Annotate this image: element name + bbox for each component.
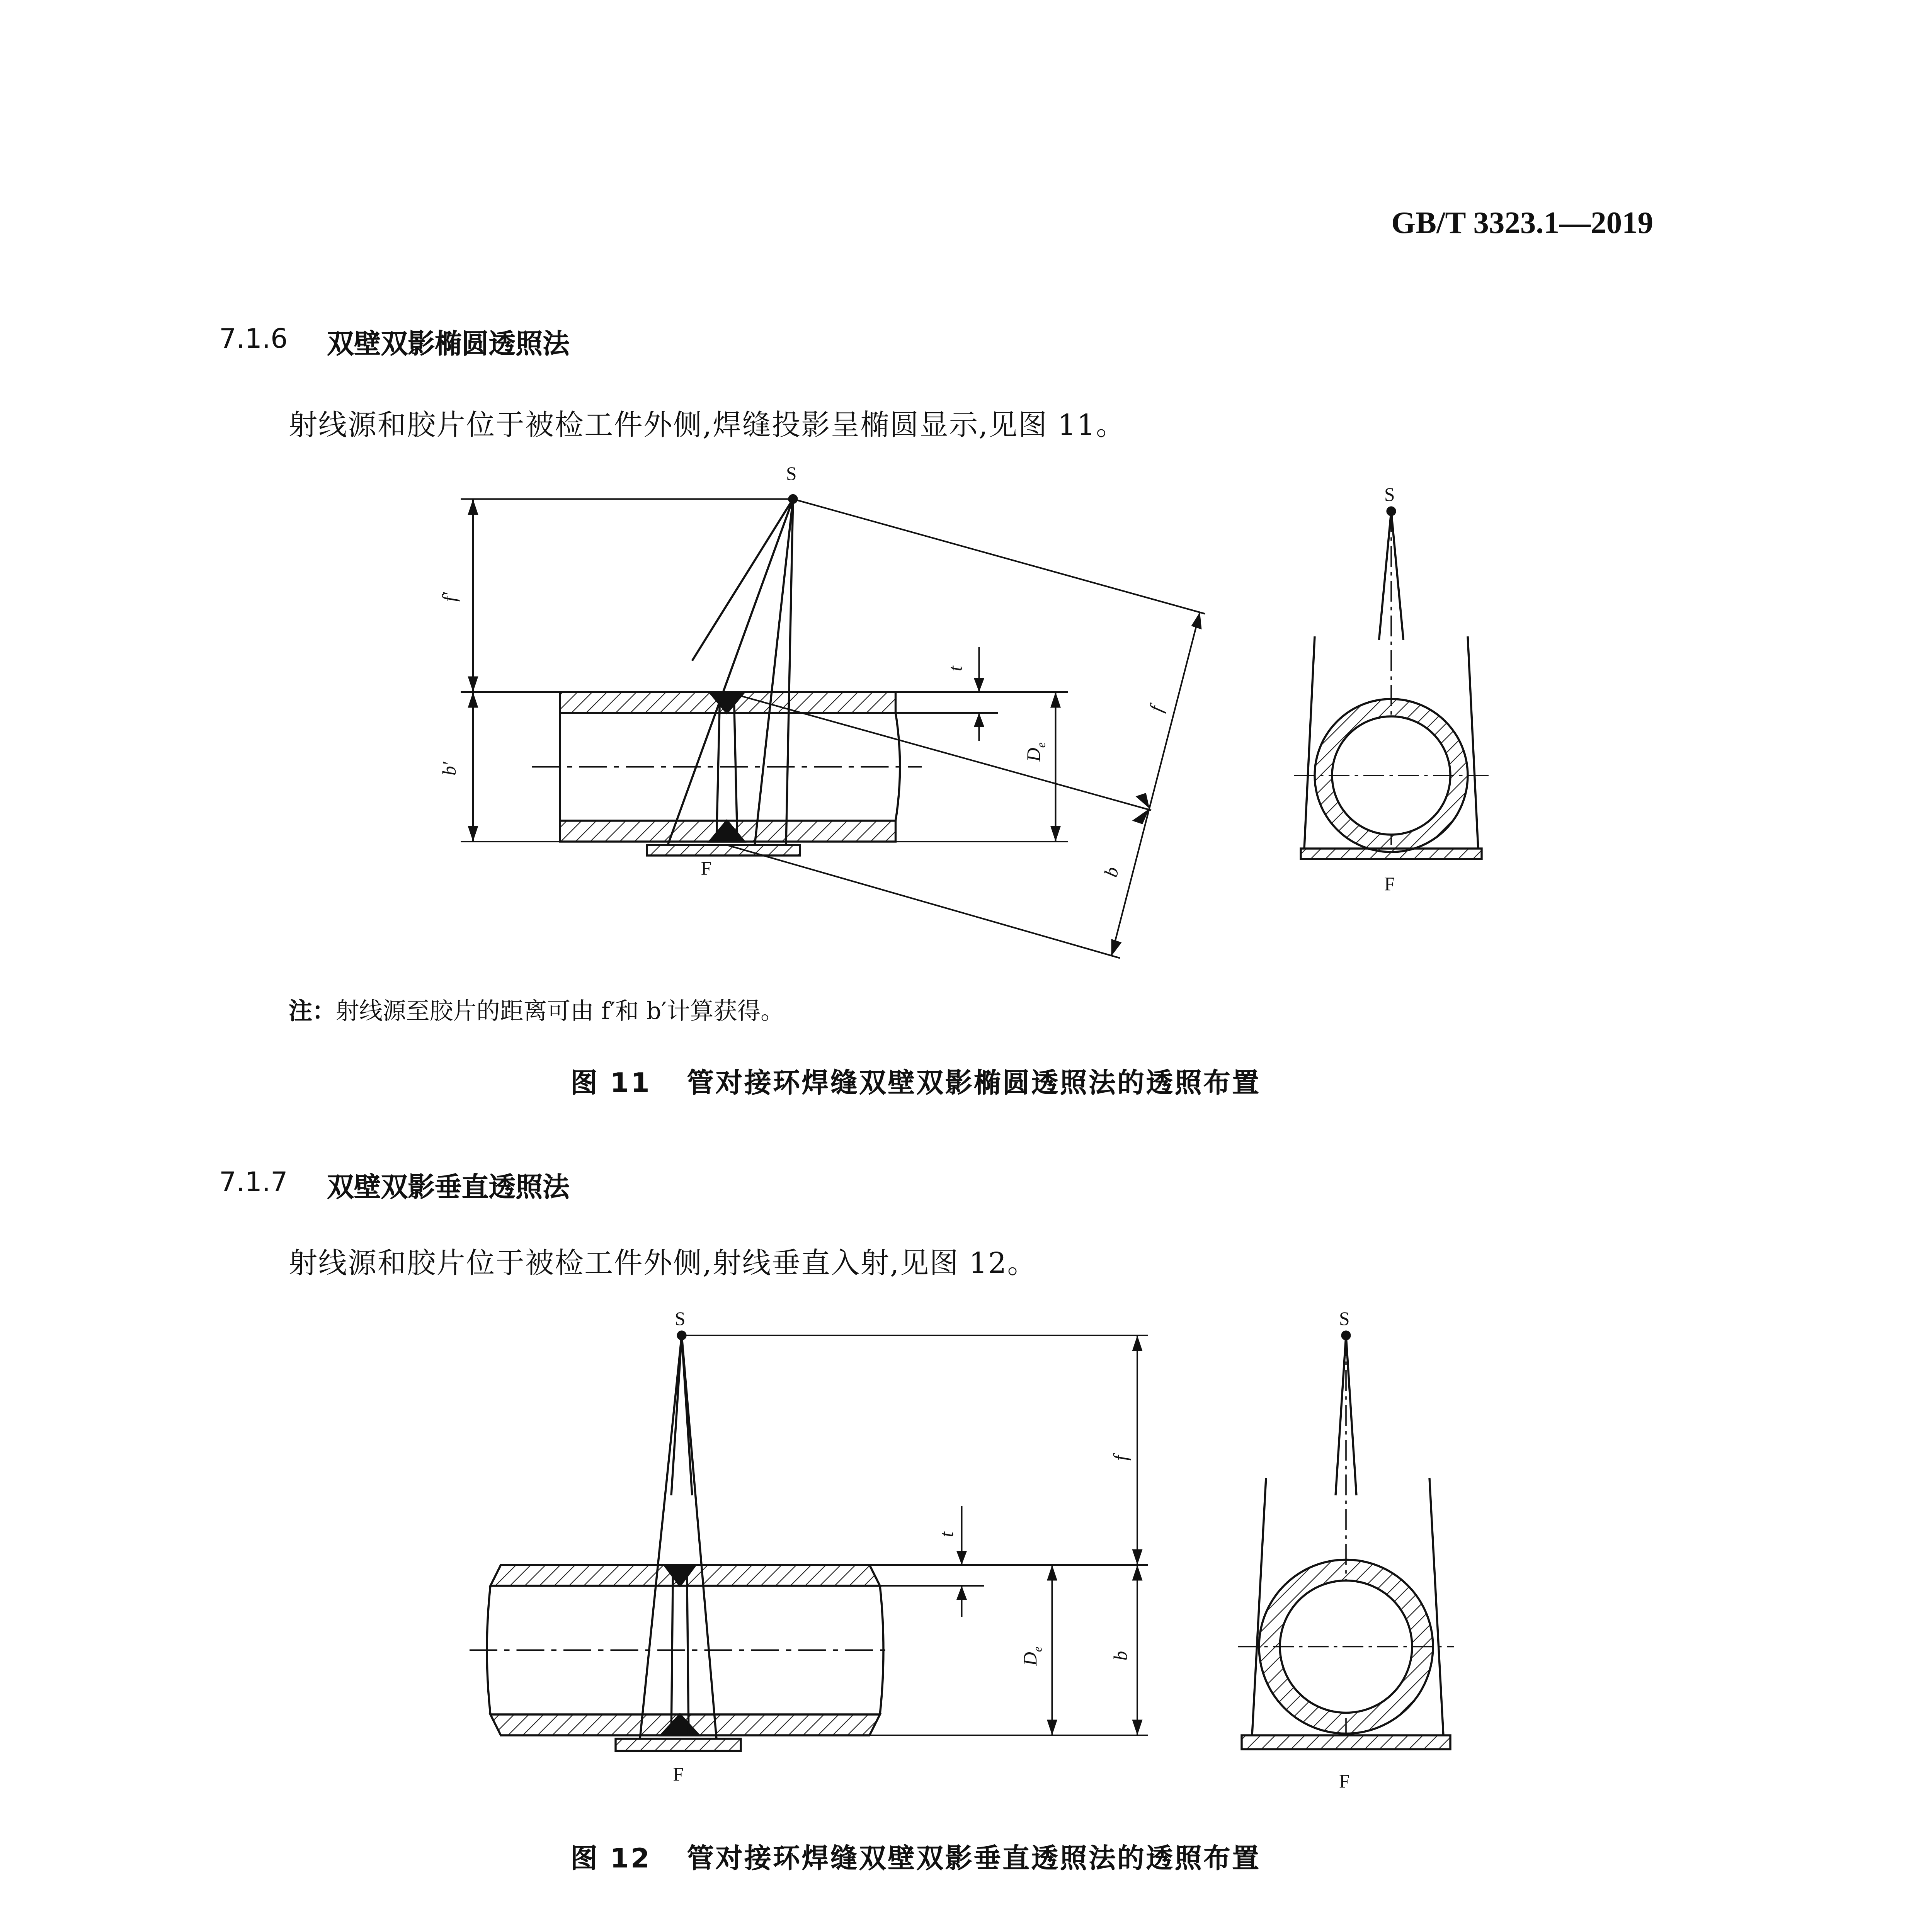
film-label: F xyxy=(701,857,712,879)
b-label: b xyxy=(1110,1651,1131,1661)
de-label: $D_e$ xyxy=(1023,742,1048,762)
section-paragraph: 射线源和胶片位于被检工件外侧,射线垂直入射,见图 12。 xyxy=(289,1247,1037,1280)
film-label: F xyxy=(1339,1770,1350,1792)
section-title: 双壁双影椭圆透照法 xyxy=(327,328,570,360)
film-plate xyxy=(1242,1735,1450,1749)
film-plate xyxy=(616,1739,741,1751)
standard-code: GB/T 3323.1—2019 xyxy=(1391,205,1654,240)
source-label: S xyxy=(1339,1308,1350,1329)
figure-note: 注：射线源至胶片的距离可由 f′和 b′计算获得。 xyxy=(289,998,784,1026)
f-label: f xyxy=(1110,1455,1131,1461)
t-label: t xyxy=(936,1532,957,1537)
figure-caption-number: 图 11 xyxy=(570,1068,652,1099)
section-number: 7.1.7 xyxy=(219,1167,288,1198)
film-label: F xyxy=(673,1764,684,1785)
section-title: 双壁双影垂直透照法 xyxy=(327,1172,570,1203)
figure-caption: 管对接环焊缝双壁双影椭圆透照法的透照布置 xyxy=(687,1068,1261,1099)
de-label: $D_e$ xyxy=(1019,1646,1045,1666)
figure-caption-number: 图 12 xyxy=(570,1843,652,1874)
section-paragraph: 射线源和胶片位于被检工件外侧,焊缝投影呈椭圆显示,见图 11。 xyxy=(289,408,1126,442)
source-label: S xyxy=(1384,484,1395,505)
f-prime-label: f′ xyxy=(439,592,460,602)
section-number: 7.1.6 xyxy=(219,323,288,355)
figure-caption: 管对接环焊缝双壁双影垂直透照法的透照布置 xyxy=(687,1843,1261,1874)
source-label: S xyxy=(786,463,797,484)
film-label: F xyxy=(1384,873,1395,895)
b-prime-label: b′ xyxy=(439,762,460,776)
source-label: S xyxy=(675,1308,686,1329)
t-label: t xyxy=(944,666,966,671)
b-label: b xyxy=(1100,864,1123,879)
f-label: f xyxy=(1145,703,1167,714)
